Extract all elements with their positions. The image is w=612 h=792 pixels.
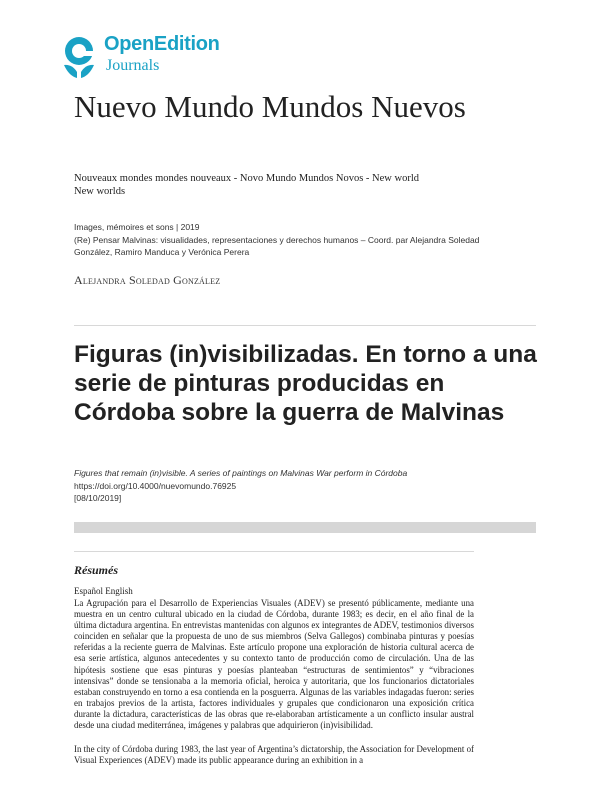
article-doi[interactable]: https://doi.org/10.4000/nuevomundo.76925 bbox=[74, 481, 237, 491]
logo-subtitle: Journals bbox=[106, 57, 160, 74]
article-title-en: Figures that remain (in)visible. A series of paintings on Malvinas War perform in Córdoba bbox=[74, 468, 408, 478]
journal-subtitle: Nouveaux mondes mondes nouveaux - Novo Mundo Mundos Novos - New world New worlds bbox=[74, 173, 420, 197]
resumes-heading: Résumés bbox=[74, 563, 119, 577]
abstract-en: In the city of Córdoba during 1983, the last year of Argentina’s dictatorship, the Association for Development of Visual Experiences (ADEV) made its public appearance during an exhibition in a bbox=[74, 744, 474, 766]
language-links[interactable]: Español English bbox=[74, 586, 133, 596]
issue-dossier[interactable]: (Re) Pensar Malvinas: visualidades, representaciones y derechos humanos – Coord. par Alejandra Soledad González, Ramiro Manduca y Verónica Perera bbox=[74, 235, 480, 257]
abstract-es: La Agrupación para el Desarrollo de Experiencias Visuales (ADEV) se presentó públicamente, mediante una muestra en un centro cultural ubicado en la ciudad de Córdoba, durante 1983; es decir, en el año final de la última dictadura argentina. En entrevistas mantenidas con algunos ex integrantes de ADEV, testimonios diversos coinciden en señalar que la propuesta de uno de sus miembros (Selva Gallegos) combinaba pinturas y poesías referidas a la reciente guerra de Malvinas. Este artículo propone una exploración de historia cultural acerca de esa serie artística, algunos antecedentes y su contexto tanto de producción como de circulación. Una de las hipótesis sostiene que esas pinturas y poesías planteaban “estructuras de sentimientos” y “vibraciones intensivas” donde se tensionaba a la memoria oficial, heroica y autoritaria, que los funcionarios dictatoriales estaban construyendo en torno a esa contienda en la posguerra. Algunas de las variables indagadas fueron: series en trabajos previos de la artista, factores individuales y grupales que condicionaron una exposición crítica durante la dictadura, características de las obras que re-elaboraban artísticamente a un conflicto insular austral desde una ciudad mediterránea, imágenes y palabras que adquirieron (in)visibilidad. bbox=[74, 598, 474, 731]
issue-section[interactable]: Images, mémoires et sons | 2019 bbox=[74, 222, 200, 232]
logo-title: OpenEdition bbox=[104, 33, 220, 55]
separator-bar bbox=[74, 522, 536, 533]
author-name[interactable]: Alejandra Soledad González bbox=[74, 273, 221, 287]
openedition-logo[interactable] bbox=[60, 33, 240, 83]
openedition-logo-icon bbox=[60, 35, 98, 79]
divider bbox=[74, 325, 536, 326]
article-date: [08/10/2019] bbox=[74, 493, 122, 503]
divider bbox=[74, 551, 474, 552]
journal-title[interactable]: Nuevo Mundo Mundos Nuevos bbox=[74, 89, 466, 124]
article-title: Figuras (in)visibilizadas. En torno a una serie de pinturas producidas en Córdoba sobre la guerra de Malvinas bbox=[74, 341, 537, 426]
